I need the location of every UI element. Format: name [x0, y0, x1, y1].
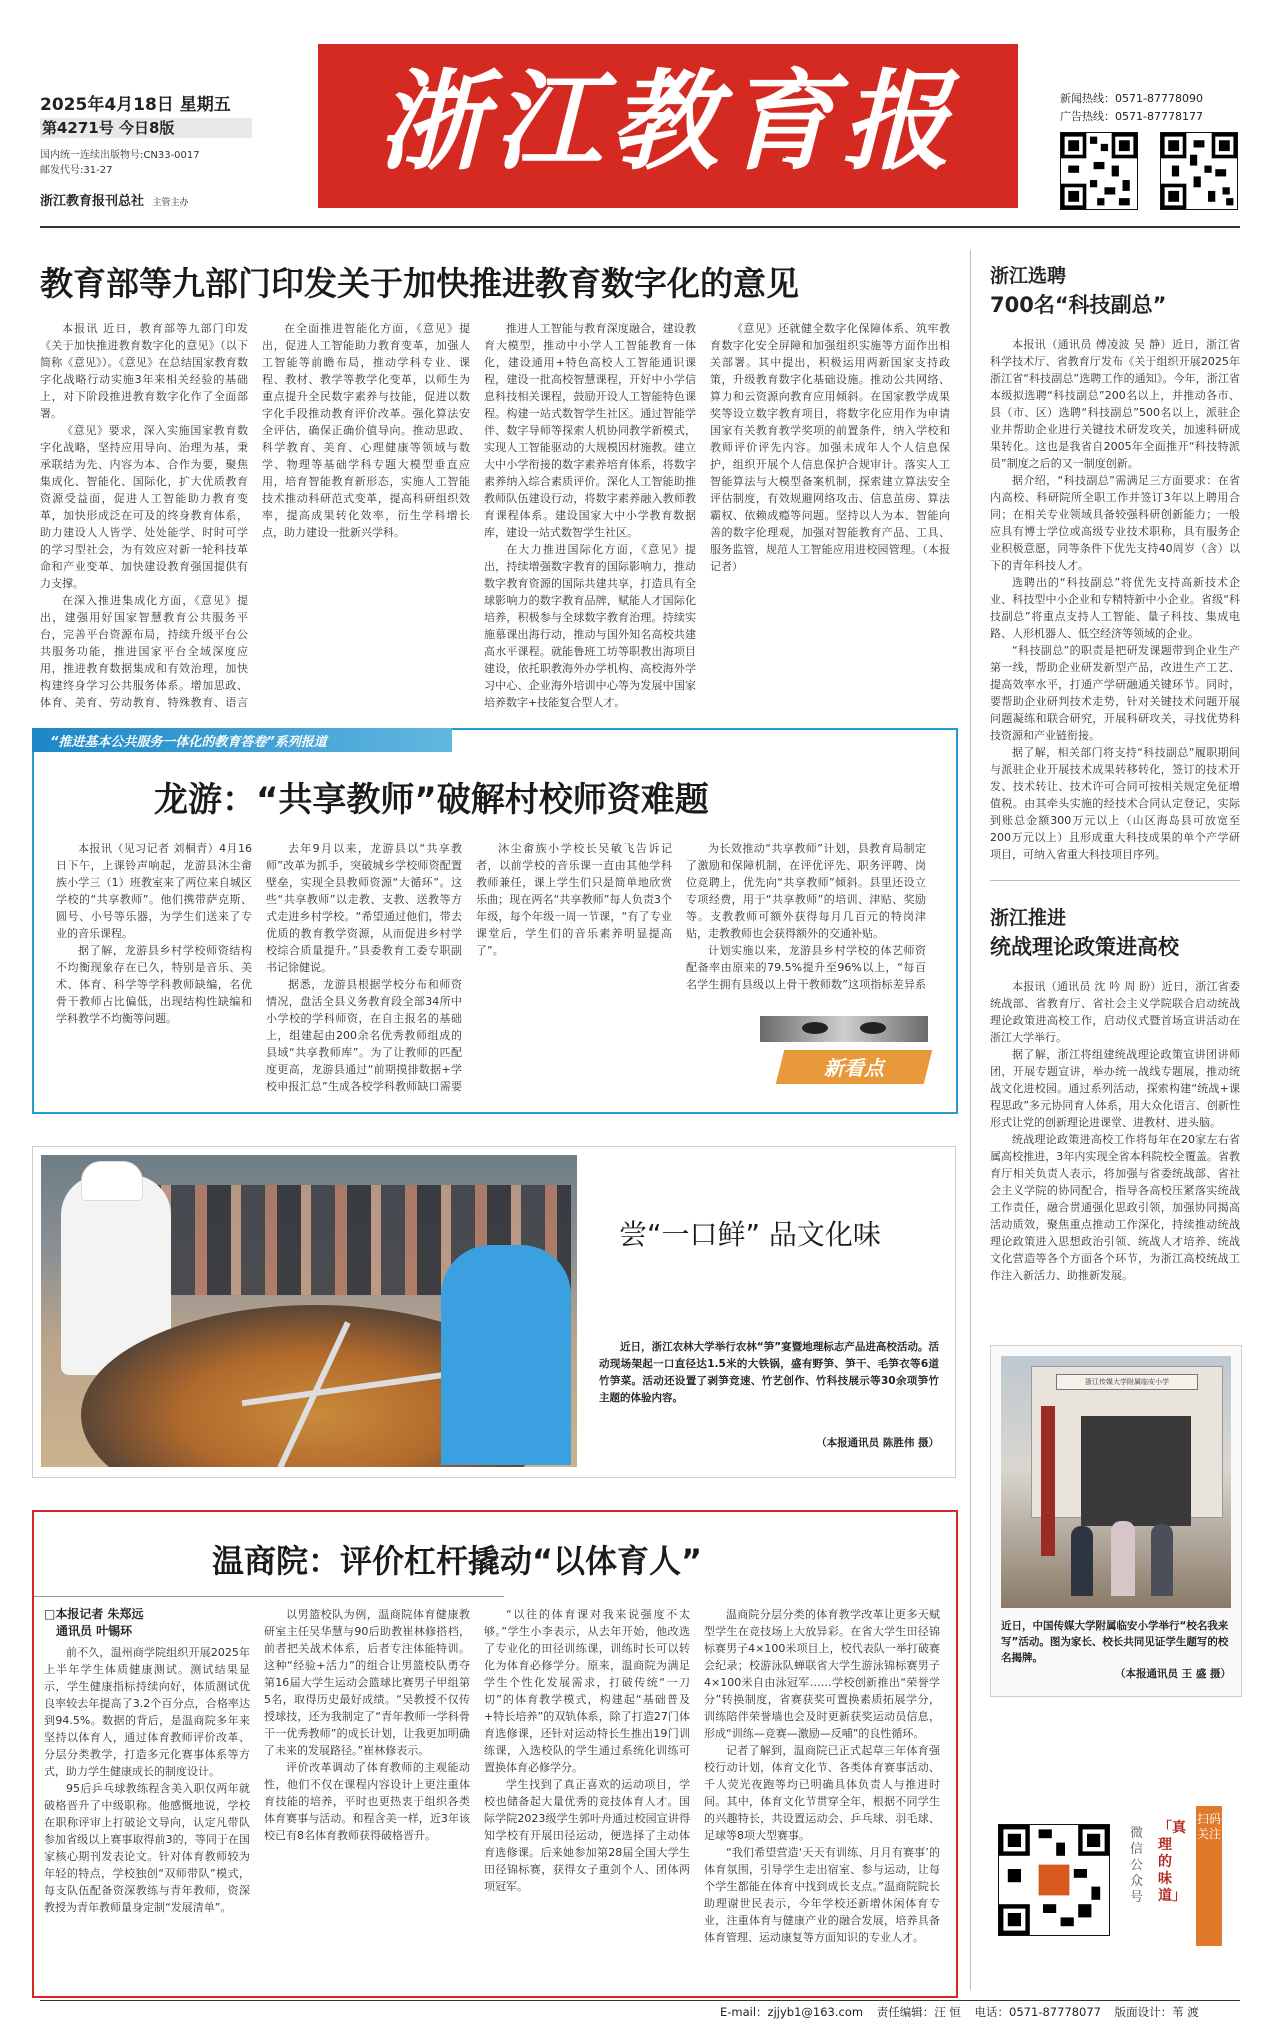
sidebar-top-paragraph: 据介绍，“科技副总”需满足三方面要求：在省内高校、科研院所全职工作并签订3年以上聘用合同；在相关专业领域具备较强科研创新能力；一般应具有博士学位或高级专业技术职称，具有服务企业积极意愿，同等条件下优先支持40周岁（含）以下的青年科技人才。	[990, 474, 1240, 572]
news-hotline: 新闻热线：0571-87778090	[1060, 92, 1203, 105]
longyou-box	[32, 728, 958, 1114]
lead-column-3	[484, 320, 696, 710]
lead-paragraph: 推进人工智能与教育深度融合，建设教育大模型，推动中小学人工智能教育一体化，建设通用+特色高校人工智能通识课程，建设一批高校智慧课程，开好中小学信息科技相关课程，鼓励开设人工智能特色课程。构建一站式数智学生社区。通过智能学伴、数字导师等探索人机协同教学新模式，实现人工智能驱动的大规模因材施教。建立大中小学衔接的数字素养培育体系，将数字素养纳入综合素质评价。深化人工智能助推教师队伍建设行动，将数字素养融入教师教育课程体系。建设国家大中小学教育数据库，建设一站式数智学生社区。	[484, 322, 696, 539]
sidebar-top-title-line2: 700名“科技副总”	[990, 293, 1167, 317]
lead-column-2	[262, 320, 470, 710]
longyou-paragraph: 为长效推动“共享教师”计划，县教育局制定了激励和保障机制，在评优评先、职务评聘、岗位竞聘上，优先向“共享教师”倾斜。县里还设立专项经费，用于“共享教师”的培训、津贴、奖励等。支教教师可额外获得每月几百元的特岗津贴，走教教师也会获得额外的交通补贴。	[686, 842, 926, 940]
wenshang-column-4	[704, 1606, 940, 1984]
newspaper-title: 浙江教育报	[377, 59, 958, 185]
lead-paragraph: 《意见》要求，深入实施国家教育数字化战略，坚持应用导向、治理为基，秉承联结为先、内容为本、合作为要，聚焦集成化、智能化、国际化，扩大优质教育资源受益面，促进人工智能助力教育变革，加快形成泛在可及的终身教育体系，助力建设人人皆学、处处能学、时时可学的学习型社会，为有效应对新一轮科技革命和产业变革、加快建设教育强国提供有力支撑。	[40, 424, 248, 590]
longyou-paragraph: 本报讯（见习记者 刘桐青）4月16日下午，上课铃声响起，龙游县沐尘畲族小学三（1）班教室来了两位来自城区学校的“共享教师”。他们携带萨克斯、圆号、小号等乐器，为学生们送来了专业的音乐课程。	[56, 842, 252, 940]
wenshang-paragraph: “以往的体育课对我来说强度不太够。”学生小李表示，从去年开始，他改选了专业化的田径训练课，训练时长可以转化为体育必修学分。原来，温商院为满足学生个性化发展需求，打破传统“一刀切”的体育教学模式，构建起“基础普及+特长培养”的双轨体系，除了打造27门体育选修课，还针对运动特长生推出19门训练课，入选校队的学生通过系统化训练可置换体育必修学分。	[484, 1608, 690, 1774]
photo-feature-caption-text: 近日，浙江农林大学举行农林“笋”宴暨地理标志产品进高校活动。活动现场架起一口直径达1.5米的大铁锅，盛有野笋、笋干、毛笋衣等6道竹笋菜。活动还设置了剥笋竞速、竹艺创作、竹科技展示等30余项笋竹主题的体验内容。	[599, 1341, 939, 1404]
eye-left-icon	[802, 1022, 828, 1034]
wechat-scan-label-text: 扫码关注	[1196, 1812, 1221, 1841]
wenshang-box	[32, 1510, 958, 1998]
right-column-divider	[970, 250, 971, 1990]
wenshang-paragraph: 前不久，温州商学院组织开展2025年上半年学生体质健康测试。测试结果显示，学生健康指标持续向好，体质测试优良率较去年提高了3.2个百分点，合格率达到94.5%。数据的背后，是温商院多年来坚持以体育人，通过体育教师评价改革、分层分类教学，打造多元化赛事体系等方式，助力学生健康成长的制度设计。	[44, 1646, 250, 1778]
postal-code: 邮发代号:31-27	[40, 165, 113, 176]
person-figure-2	[1111, 1521, 1135, 1596]
eye-right-icon	[860, 1022, 886, 1034]
sidebar-bottom-paragraph: 本报讯（通讯员 沈 吟 周 盼）近日，浙江省委统战部、省教育厅、省社会主义学院联合启动统战理论政策进高校工作，启动仪式暨首场宣讲活动在浙江大学举行。	[990, 980, 1240, 1044]
sidebar-bottom-title-line1: 浙江推进	[990, 907, 1067, 929]
publisher-name: 浙江教育报刊总社	[40, 194, 145, 209]
footer-rule	[40, 2000, 1240, 2001]
eyes-strip	[760, 1016, 928, 1042]
qr-code-left	[1060, 132, 1138, 210]
series-banner-text: “推进基本公共服务一体化的教育答卷”系列报道	[50, 735, 327, 750]
sidebar-top-body	[990, 336, 1240, 862]
lead-paragraph: 在全面推进智能化方面，《意见》提出，促进人工智能助力教育变革，加强人工智能等前瞻布局，推动学科专业、课程、教材、教学等教学化变革，以师生为重点提升全民数字素养与技能，促进以数字化手段推动教育评价改革。强化算法安全评估，确保正确价值导向。推动思政、科学教育、美育、心理健康等领域与数学、物理等基础学科专题大模型垂直应用，培育智能教育新形态，实施人工智能技术推动科研范式变革，提高科研组织效率，提高成果转化效率，衍生学科增长点，助力建设一批新兴学科。	[262, 322, 470, 539]
wechat-account-name	[1158, 1820, 1186, 1905]
bamboo-feast-photo	[41, 1155, 577, 1467]
lead-headline: 教育部等九部门印发关于加快推进教育数字化的意见	[40, 264, 799, 303]
sidebar-top-title	[990, 262, 1240, 320]
lead-column-1	[40, 320, 248, 710]
person-figure-1	[1071, 1526, 1093, 1596]
wechat-account-type-text: 微信公众号	[1130, 1826, 1144, 1905]
longyou-paragraph: 据了解，龙游县乡村学校师资结构不均衡现象存在已久，特别是音乐、美术、体育、科学等学科教师缺编，名优骨干教师占比偏低，出现结构性缺编和学科教学不均衡等问题。	[56, 944, 252, 1025]
new-highlight-tag	[760, 1012, 928, 1088]
wenshang-paragraph: 温商院分层分类的体育教学改革让更多天赋型学生在竞技场上大放异彩。在省大学生田径锦标赛男子4×100米项目上，校代表队一举打破赛会纪录；校游泳队蝉联省大学生游泳锦标赛男子4×100米自由泳冠军……学校创新推出“荣誉学分”转换制度，省赛获奖可置换素质拓展学分，训练陪伴荣誉墙也会及时更新获奖运动员信息，形成“训练—竞赛—激励—反哺”的良性循环。	[704, 1608, 940, 1740]
footer-editor: 责任编辑：汪 恒	[876, 2005, 961, 2019]
lead-paragraph: 本报讯 近日，教育部等九部门印发《关于加快推进教育数字化的意见》（以下简称《意见》）。《意见》在总结国家教育数字化战略行动实施3年来相关经验的基础上，对下阶段推进教育数字化作了全面部署。	[40, 322, 248, 420]
sidebar-photo-frame	[990, 1345, 1242, 1697]
longyou-paragraph: 计划实施以来，龙游县乡村学校的体艺师资配备率由原来的79.5%提升至96%以上，“每百名学生拥有县级以上骨干教师数”这项指标差异系	[686, 944, 926, 990]
footer	[720, 2004, 1240, 2020]
red-pillar	[1041, 1406, 1055, 1556]
publisher	[40, 190, 189, 209]
school-naming-photo	[1001, 1356, 1231, 1608]
wechat-promo	[990, 1806, 1240, 1956]
sidebar-photo-credit: （本报通讯员 王 盛 摄）	[1115, 1668, 1231, 1680]
lead-paragraph: 在深入推进集成化方面，《意见》提出，建强用好国家智慧教育公共服务平台，完善平台资源布局，持续升级平台公共服务功能，推进国家平台全域深度应用，推进教育数据集成和有效治理，加快构建终身学习公共服务体系。增加思政、体育、美育、劳动教育、特殊教育、语言	[40, 594, 248, 709]
sidebar-photo-caption-text: 近日，中国传媒大学附属临安小学举行“校名我来写”活动。图为家长、校长共同见证学生题写的校名揭牌。	[1001, 1620, 1229, 1664]
longyou-paragraph: 据悉，龙游县根据学校分布和师资情况，盘活全县义务教育段全部34所中小学校的学科师资，在自主报名的基础上，组建起由200余名优秀教师组成的县域“共享教师库”。为了让教师的匹配度更高，龙游县通过“前期摸排数据+学校申报汇总”生成各校学科教师缺口需要	[266, 978, 462, 1093]
lead-paragraph: 在大力推进国际化方面，《意见》提出，持续增强数字教育的国际影响力，推动数字教育资源的国际共建共享，打造具有全球影响力的数字教育品牌，赋能人才国际化培养，积极参与全球数字教育治理。持续实施慕课出海行动，推动与国外知名高校共建高水平课程。就能鲁班工坊等职教出海项目建设，依托职教海外办学机构、高校海外学习中心、企业海外培训中心等为发展中国家培养数字+技能复合型人才。	[484, 543, 696, 709]
lead-paragraph: 《意见》还就健全数字化保障体系、筑牢教育数字化安全屏障和加强组织实施等方面作出相关部署。其中提出，积极运用两新国家支持政策，升级教育数字化基础设施。推动公共网络、算力和云资源向教育应用倾斜。在国家教学成果奖等设立数字教育项目，将数字化应用作为申请国家有关教育教学奖项的前置条件，纳入学校和教师评价评先内容。加强未成年人个人信息保护，组织开展个人信息保护合规审计。落实人工智能算法与大模型备案机制，探索建立算法安全评估制度，有效规避网络攻击、信息茧房、算法霸权、依赖成瘾等问题。坚持以人为本、智能向善的数字伦理观，加强对智能教育产品、工具、服务监管，规范人工智能应用进校园管理。（本报记者）	[710, 322, 950, 573]
masthead	[0, 0, 1280, 224]
longyou-column-4	[686, 840, 926, 990]
cn-number: 国内统一连续出版物号:CN33-0017	[40, 150, 200, 161]
footer-designer: 版面设计：苇 渡	[1114, 2005, 1199, 2019]
sidebar-top-paragraph: “科技副总”的职责是把研发课题带到企业生产第一线，帮助企业研发新型产品，改进生产工艺、提高效率水平，打通产学研融通关键环节。同时，要帮助企业研判技术走势，针对关键技术问题开展问题凝练和联合研究，开展科研攻关，寻找优势科技资源和产业链衔接。	[990, 644, 1240, 742]
person-figure-3	[1151, 1524, 1173, 1596]
issue-date: 2025年4月18日 星期五	[40, 95, 231, 115]
footer-email[interactable]: E-mail：zjjyb1@163.com	[720, 2005, 864, 2019]
wenshang-title-rule	[34, 1596, 504, 1597]
sidebar-photo-caption	[1001, 1618, 1231, 1682]
sidebar-bottom-paragraph: 统战理论政策进高校工作将每年在20家左右省属高校推进，3年内实现全省本科院校全覆盖。省教育厅相关负责人表示，将加强与省委统战部、省社会主义学院的协同配合，指导各高校压紧落实统战工作责任，融合贯通强化思政引领，加强协同揭高活动质效，聚焦重点推动工作深化，持续推动统战理论政策进入思想政治引领、统战人才培养、统战文化营造等各个方面各个环节，为浙江高校统战工作注入新活力、助推新发展。	[990, 1133, 1240, 1282]
photo-feature-title: 尝“一口鲜” 品文化味	[619, 1218, 881, 1251]
wechat-qr-code[interactable]	[998, 1824, 1110, 1936]
wechat-account-type	[1130, 1826, 1148, 1906]
qr-code-right	[1160, 132, 1238, 210]
wenshang-headline: 温商院：评价杠杆撬动“以体育人”	[212, 1542, 703, 1580]
masthead-divider	[40, 226, 1240, 228]
longyou-column-3	[476, 840, 672, 1096]
wenshang-column-1	[44, 1606, 250, 1984]
wechat-scan-label	[1196, 1806, 1222, 1946]
chef-hat	[81, 1161, 143, 1201]
photo-feature-caption	[599, 1339, 939, 1407]
newspaper-logo	[318, 44, 1018, 208]
lead-column-4	[710, 320, 950, 710]
school-sign-text: 浙江传媒大学附属临安小学	[1085, 1378, 1169, 1386]
wechat-account-name-text: 「真理的味道」	[1158, 1820, 1186, 1904]
longyou-headline: 龙游：“共享教师”破解村校师资难题	[154, 780, 709, 820]
school-sign-board	[1056, 1374, 1198, 1390]
volunteer-figure	[441, 1245, 571, 1465]
sidebar-top-title-line1: 浙江选聘	[990, 265, 1067, 287]
door-panel	[1081, 1416, 1191, 1526]
sidebar-top-paragraph: 据了解，相关部门将支持“科技副总”履职期间与派驻企业开展技术成果转移转化，签订的技术开发、技术转让、技术许可合同可按相关规定免征增值税。由其牵头实施的经技术合同认定登记，实际到账总金额300万元以上（山区海岛县可放宽至200万元以上）且形成重大科技成果的单个产学研项目，可纳入省重大科技项目序列。	[990, 746, 1240, 861]
photo-feature-credit: （本报通讯员 陈胜伟 摄）	[816, 1437, 939, 1449]
issue-number: 第4271号 今日8版	[40, 118, 252, 138]
wenshang-paragraph: 评价改革调动了体育教师的主观能动性，他们不仅在课程内容设计上更注重体育技能的培养，平时也更热衷于组织各类体育赛事与活动。和程含美一样，近3年该校已有8名体育教师获得破格晋升。	[264, 1761, 470, 1842]
photo-feature-box	[32, 1146, 956, 1478]
wenshang-paragraph: “我们希望营造‘天天有训练、月月有赛事’的体育氛围，引导学生走出宿室、参与运动，让每个学生都能在体育中找到成长支点。”温商院院长助理谢世民表示，今年学校还新增休闲体育专业，注重体育与健康产业的融合发展，培养具备体育管理、运动康复等方面知识的专业人才。	[704, 1846, 940, 1944]
sidebar-bottom-title	[990, 904, 1240, 962]
sidebar-bottom-paragraph: 据了解，浙江将组建统战理论政策宣讲团讲师团，开展专题宣讲，举办统一战线专题展，推动统战文化进校园。通过系列活动，探索构建“统战+课程思政”多元协同育人体系，用大众化语言、创新性形式让党的创新理论进课堂、进教材、进头脑。	[990, 1048, 1240, 1129]
longyou-paragraph: 去年9月以来，龙游县以“共享教师”改革为抓手，突破城乡学校师资配置壁垒，实现全县教师资源“大循环”。这些“共享教师”以走教、支教、送教等方式走进乡村学校。“希望通过他们，带去优质的教育教学资源，从而促进乡村学校综合质量提升。”县委教育工委专职副书记徐健说。	[266, 842, 462, 974]
wenshang-paragraph: 95后乒乓球教练程含美入职仅两年就破格晋升了中级职称。他感慨地说，学校在职称评审上打破论文导向，认定凡带队参加省级以上赛事取得前3的，等同于在国家核心期刊发表论文。针对体育教师较为年轻的特点，学校独创“双师带队”模式，每支队伍配备资深教练与青年教师，资深教授为青年教师量身定制“发展清单”。	[44, 1782, 250, 1914]
ad-hotline: 广告热线：0571-87778177	[1060, 110, 1203, 123]
sidebar-bottom-body	[990, 978, 1240, 1318]
wenshang-byline-2: 通讯员 叶锡环	[56, 1624, 133, 1638]
publisher-role: 主管主办	[152, 198, 189, 208]
sidebar-bottom-title-line2: 统战理论政策进高校	[990, 935, 1179, 959]
wenshang-paragraph: 学生找到了真正喜欢的运动项目，学校也储备起大量优秀的竞技体育人才。国际学院2023级学生郭叶舟通过校园宣讲得知学校有开展田径运动，便选择了主动体育选修课。后来她参加第28届全国大学生田径锦标赛，获得女子重剑个人、团体两项冠军。	[484, 1778, 690, 1893]
longyou-column-2	[266, 840, 462, 1096]
sidebar-top-paragraph: 选聘出的“科技副总”将优先支持高新技术企业、科技型中小企业和专精特新中小企业。省级“科技副总”将重点支持人工智能、量子科技、集成电路、人形机器人、低空经济等领域的企业。	[990, 576, 1240, 640]
wenshang-byline-1: □本报记者 朱郑远	[44, 1607, 144, 1621]
series-banner	[32, 728, 452, 752]
longyou-column-1	[56, 840, 252, 1096]
footer-phone: 电话：0571-87778077	[974, 2005, 1101, 2019]
wenshang-paragraph: 以男篮校队为例，温商院体育健康教研室主任吴华慧与90后助教崔林修搭档，前者把关战术体系，后者专注体能特训。这种“经验+活力”的组合让男篮校队勇夺第16届大学生运动会篮球比赛男子甲组第5名，取得历史最好成绩。“吴教授不仅传授球技，还为我制定了“青年教师一学科骨干一优秀教师”的成长计划，让我更加明确了未来的发展路径。”崔林修表示。	[264, 1608, 470, 1757]
sidebar-top-paragraph: 本报讯（通讯员 傅凌波 吴 静）近日，浙江省科学技术厅、省教育厅发布《关于组织开展2025年浙江省“科技副总”选聘工作的通知》。今年，浙江省本级拟选聘“科技副总”200名以上，并推动各市、县（市、区）选聘“科技副总”500名以上，派驻企业并帮助企业进行关键技术研发攻关，加速科研成果转化。这也是我省自2005年全面推开“科技特派员”制度之后的又一制度创新。	[990, 338, 1240, 470]
wenshang-column-3	[484, 1606, 690, 1984]
longyou-paragraph: 沐尘畲族小学校长吴敏飞告诉记者，以前学校的音乐课一直由其他学科教师兼任，课上学生们只是简单地欣赏乐曲；现在两名“共享教师”每人负责3个年级，每个年级一周一节课，“有了专业课堂后，学生们的音乐素养明显提高了”。	[476, 842, 672, 957]
new-highlight-text: 新看点	[824, 1056, 884, 1080]
wenshang-column-2	[264, 1606, 470, 1984]
wenshang-paragraph: 记者了解到，温商院已正式起草三年体育强校行动计划，体育文化节、各类体育赛事活动、千人荧光夜跑等均已明确具体负责人与推进时间。其中，体育文化节贯穿全年，根据不同学生的兴趣特长，共设置运动会、乒乓球、羽毛球、足球等8项大型赛事。	[704, 1744, 940, 1842]
sidebar-divider-1	[990, 880, 1240, 881]
